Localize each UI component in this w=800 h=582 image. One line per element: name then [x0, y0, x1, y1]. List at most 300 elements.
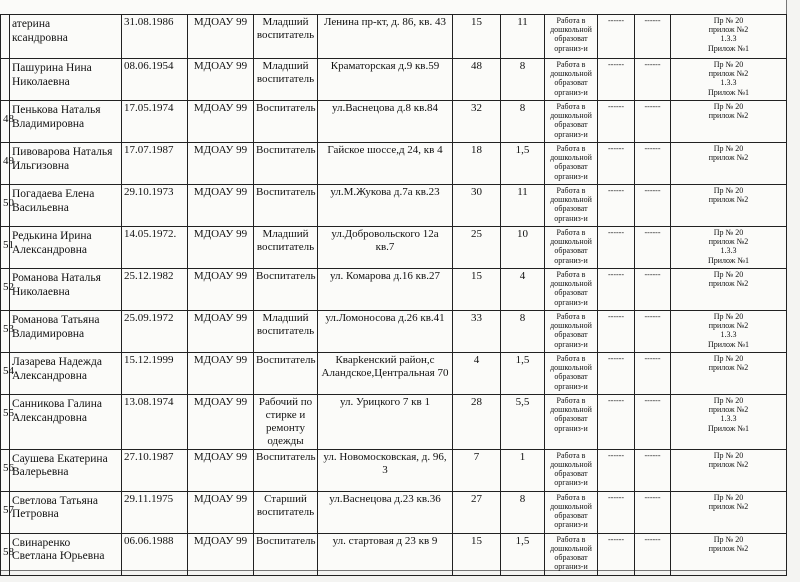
birth-date-cell: 08.06.1954	[122, 59, 188, 101]
birth-date-cell: 25.12.1982	[122, 269, 188, 311]
workplace-line: организ-и	[554, 478, 588, 488]
dash-cell-cell: ------	[635, 269, 671, 311]
order-reference-line: Пр № 20	[713, 312, 744, 321]
workplace-line: Работа в	[556, 186, 586, 195]
workplace-line: организ-и	[554, 171, 588, 181]
address-cell	[318, 353, 453, 395]
total-experience-cell: 15	[453, 533, 501, 575]
employee-name-cell	[10, 101, 122, 143]
order-reference-cell	[671, 59, 787, 101]
employee-name-line: Пивоварова Наталья	[12, 146, 113, 158]
row-number-cell: 51	[1, 227, 10, 269]
workplace-line: образоват	[554, 511, 588, 521]
order-reference-line: прилож №2	[708, 460, 749, 470]
birth-date-cell: 17.07.1987	[122, 143, 188, 185]
position-cell	[254, 353, 318, 395]
order-reference-line: прилож №2	[708, 279, 749, 289]
organization-cell: МДОАУ 99	[188, 395, 254, 450]
dash-cell-cell: ------	[635, 311, 671, 353]
table-row	[1, 143, 787, 185]
order-reference-line: Пр № 20	[713, 186, 744, 195]
employee-name-line: Погадаева Елена	[12, 188, 95, 200]
order-reference-line: 1.3.3	[720, 34, 737, 44]
total-experience-cell: 27	[453, 491, 501, 533]
workplace-line: дошкольной	[550, 25, 592, 35]
order-reference-line: Пр № 20	[713, 354, 744, 363]
workplace-line: Работа в	[556, 228, 586, 237]
position-line: Воспитатель	[256, 102, 316, 114]
workplace-line: Работа в	[556, 492, 586, 502]
workplace-line: образоват	[554, 414, 588, 424]
table-row	[1, 449, 787, 491]
row-number-cell: 49	[1, 143, 10, 185]
work-experience-cell: 1,5	[501, 353, 545, 395]
dash-cell-cell: ------	[598, 59, 635, 101]
dash-cell-cell: ------	[598, 227, 635, 269]
dash-cell-cell: ------	[598, 15, 635, 59]
birth-date-cell: 14.05.1972.	[122, 227, 188, 269]
order-reference-cell	[671, 449, 787, 491]
order-reference-line: Пр № 20	[713, 60, 744, 69]
table-row	[1, 395, 787, 450]
position-cell	[254, 269, 318, 311]
workplace-cell	[545, 395, 598, 450]
address-cell	[318, 491, 453, 533]
work-experience-cell: 11	[501, 185, 545, 227]
address-line: 3	[382, 463, 388, 476]
dash-cell-cell: ------	[635, 101, 671, 143]
work-experience-cell: 5,5	[501, 395, 545, 450]
address-cell	[318, 15, 453, 59]
workplace-line: организ-и	[554, 339, 588, 349]
organization-cell: МДОАУ 99	[188, 15, 254, 59]
organization-cell: МДОАУ 99	[188, 59, 254, 101]
dash-cell-cell: ------	[598, 491, 635, 533]
address-cell	[318, 311, 453, 353]
birth-date-cell: 06.06.1988	[122, 533, 188, 575]
workplace-cell	[545, 311, 598, 353]
work-experience-cell: 8	[501, 311, 545, 353]
workplace-line: дошкольной	[550, 405, 592, 415]
workplace-line: организ-и	[554, 255, 588, 265]
total-experience-cell: 30	[453, 185, 501, 227]
order-reference-cell	[671, 185, 787, 227]
order-reference-line: Прилож №1	[707, 43, 749, 53]
workplace-cell	[545, 143, 598, 185]
position-line: стирке и	[265, 408, 306, 421]
workplace-cell	[545, 533, 598, 575]
dash-cell-cell: ------	[598, 533, 635, 575]
birth-date-cell: 27.10.1987	[122, 449, 188, 491]
dash-cell-cell: ------	[635, 491, 671, 533]
workplace-line: организ-и	[554, 381, 588, 391]
employee-name-line: Петровна	[12, 508, 59, 521]
position-line: ремонту	[266, 421, 305, 434]
birth-date-cell: 31.08.1986	[122, 15, 188, 59]
order-reference-line: прилож №2	[708, 237, 749, 247]
work-experience-cell: 4	[501, 269, 545, 311]
order-reference-line: прилож №2	[708, 111, 749, 121]
row-number-cell: 57	[1, 491, 10, 533]
order-reference-line: Прилож №1	[707, 423, 749, 433]
workplace-line: организ-и	[554, 87, 588, 97]
address-line: ул.Ломоносова д.26 кв.41	[325, 312, 445, 324]
position-line: одежды	[267, 434, 304, 447]
birth-date-cell: 25.09.1972	[122, 311, 188, 353]
order-reference-line: прилож №2	[708, 69, 749, 79]
workplace-line: образоват	[554, 288, 588, 298]
work-experience-cell: 11	[501, 15, 545, 59]
workplace-line: Работа в	[556, 396, 586, 405]
table-row	[1, 269, 787, 311]
workplace-line: организ-и	[554, 423, 588, 433]
dash-cell-cell: ------	[635, 227, 671, 269]
position-cell	[254, 227, 318, 269]
table-row	[1, 311, 787, 353]
employee-name-cell	[10, 353, 122, 395]
workplace-cell	[545, 269, 598, 311]
order-reference-line: прилож №2	[708, 502, 749, 512]
employee-name-line: Светлова Татьяна	[12, 494, 98, 507]
workplace-cell	[545, 227, 598, 269]
birth-date-cell: 13.08.1974	[122, 395, 188, 450]
workplace-line: дошкольной	[550, 363, 592, 373]
position-line: Воспитатель	[256, 270, 316, 282]
address-line: ул.М.Жукова д.7а кв.23	[330, 186, 440, 198]
employee-name-cell	[10, 59, 122, 101]
total-experience-cell: 15	[453, 15, 501, 59]
address-cell	[318, 143, 453, 185]
workplace-line: образоват	[554, 78, 588, 88]
employee-name-line: Свинаренко	[12, 536, 71, 549]
employee-name-line: Николаевна	[12, 285, 70, 298]
organization-cell: МДОАУ 99	[188, 101, 254, 143]
position-line: Старший	[264, 492, 307, 505]
address-cell	[318, 395, 453, 450]
workplace-line: образоват	[554, 204, 588, 214]
address-cell	[318, 449, 453, 491]
position-cell	[254, 101, 318, 143]
workplace-line: Работа в	[556, 102, 586, 111]
workplace-line: дошкольной	[550, 279, 592, 289]
workplace-line: дошкольной	[550, 153, 592, 163]
total-experience-cell: 33	[453, 311, 501, 353]
order-reference-line: Пр № 20	[713, 270, 744, 279]
dash-cell-cell: ------	[598, 143, 635, 185]
table-row	[1, 491, 787, 533]
order-reference-cell	[671, 353, 787, 395]
workplace-line: организ-и	[554, 297, 588, 307]
address-line: Краматорская д.9 кв.59	[330, 60, 440, 72]
workplace-line: дошкольной	[550, 544, 592, 554]
employee-name-line: Владимировна	[12, 117, 85, 130]
order-reference-cell	[671, 269, 787, 311]
employee-name-line: Редькина Ирина	[12, 230, 92, 242]
workplace-line: образоват	[554, 553, 588, 563]
organization-cell: МДОАУ 99	[188, 533, 254, 575]
workplace-line: Работа в	[556, 60, 586, 69]
position-line: воспитатель	[256, 240, 315, 253]
workplace-line: образоват	[554, 34, 588, 44]
workplace-line: дошкольной	[550, 69, 592, 79]
order-reference-line: Прилож №1	[707, 339, 749, 349]
employee-name-cell	[10, 491, 122, 533]
row-number-cell: 56	[1, 449, 10, 491]
address-cell	[318, 269, 453, 311]
address-line: ул.Добровольского 12а	[331, 228, 439, 240]
order-reference-cell	[671, 101, 787, 143]
table-row	[1, 101, 787, 143]
dash-cell-cell: ------	[598, 449, 635, 491]
workplace-line: Работа в	[556, 450, 586, 460]
workplace-line: образоват	[554, 469, 588, 479]
order-reference-cell	[671, 15, 787, 59]
address-cell	[318, 533, 453, 575]
employee-name-line: Романова Наталья	[12, 272, 101, 284]
address-cell	[318, 101, 453, 143]
workplace-line: образоват	[554, 162, 588, 172]
order-reference-line: Прилож №1	[707, 87, 749, 97]
dash-cell-cell: ------	[598, 185, 635, 227]
address-cell	[318, 185, 453, 227]
order-reference-line: прилож №2	[708, 363, 749, 373]
table-body	[1, 15, 787, 576]
work-experience-cell: 8	[501, 101, 545, 143]
employee-name-line: Саушева Екатерина	[12, 452, 108, 465]
employee-name-cell	[10, 143, 122, 185]
order-reference-line: 1.3.3	[720, 330, 737, 340]
table-row	[1, 185, 787, 227]
employee-name-line: Николаевна	[12, 75, 70, 88]
employee-name-line: ксандровна	[12, 31, 68, 44]
workplace-line: Работа в	[556, 312, 586, 321]
workplace-line: Работа в	[556, 354, 586, 363]
birth-date-cell: 15.12.1999	[122, 353, 188, 395]
employee-name-line: атерина	[12, 18, 51, 30]
position-cell	[254, 395, 318, 450]
total-experience-cell: 4	[453, 353, 501, 395]
position-line: Рабочий по	[258, 396, 313, 408]
address-line: ул. Урицкого 7 кв 1	[340, 396, 430, 408]
employee-name-line: Пенькова Наталья	[12, 104, 101, 116]
position-line: Младший	[262, 228, 309, 240]
table-row	[1, 227, 787, 269]
order-reference-cell	[671, 533, 787, 575]
address-line: Аландское,Центральная 70	[321, 366, 449, 379]
workplace-line: организ-и	[554, 562, 588, 572]
workplace-cell	[545, 185, 598, 227]
row-number-cell: 50	[1, 185, 10, 227]
order-reference-line: Пр № 20	[713, 16, 744, 25]
order-reference-cell	[671, 143, 787, 185]
workplace-line: дошкольной	[550, 460, 592, 470]
order-reference-line: прилож №2	[708, 153, 749, 163]
employee-name-cell	[10, 185, 122, 227]
order-reference-cell	[671, 491, 787, 533]
order-reference-line: Пр № 20	[713, 396, 744, 405]
address-cell	[318, 59, 453, 101]
order-reference-line: прилож №2	[708, 195, 749, 205]
workplace-line: образоват	[554, 246, 588, 256]
workplace-line: дошкольной	[550, 321, 592, 331]
position-cell	[254, 533, 318, 575]
order-reference-cell	[671, 311, 787, 353]
table-row	[1, 533, 787, 575]
position-cell	[254, 15, 318, 59]
workplace-line: Работа в	[556, 144, 586, 153]
order-reference-line: Пр № 20	[713, 450, 744, 460]
position-line: Воспитатель	[256, 144, 316, 156]
workplace-line: организ-и	[554, 520, 588, 530]
table-row	[1, 353, 787, 395]
employee-name-cell	[10, 227, 122, 269]
dash-cell-cell: ------	[598, 269, 635, 311]
address-line: ул. стартовая д 23 кв 9	[332, 534, 438, 547]
order-reference-line: 1.3.3	[720, 414, 737, 424]
employee-name-cell	[10, 311, 122, 353]
address-line: Кварkенский район,с	[335, 354, 435, 366]
work-experience-cell: 1,5	[501, 143, 545, 185]
dash-cell-cell: ------	[635, 449, 671, 491]
employee-name-cell	[10, 395, 122, 450]
workplace-cell	[545, 101, 598, 143]
address-line: кв.7	[375, 240, 395, 253]
total-experience-cell: 18	[453, 143, 501, 185]
position-line: воспитатель	[256, 72, 315, 85]
order-reference-line: Пр № 20	[713, 492, 744, 502]
employee-name-cell	[10, 449, 122, 491]
workplace-line: Работа в	[556, 534, 586, 544]
order-reference-line: Пр № 20	[713, 102, 744, 111]
position-line: Младший	[262, 60, 309, 72]
position-line: воспитатель	[256, 28, 315, 41]
employee-name-line: Васильевна	[12, 201, 69, 214]
total-experience-cell: 32	[453, 101, 501, 143]
total-experience-cell: 48	[453, 59, 501, 101]
employee-name-line: Пашурина Нина	[12, 62, 92, 74]
staff-table	[0, 14, 787, 576]
position-line: Воспитатель	[256, 450, 316, 463]
birth-date-cell: 17.05.1974	[122, 101, 188, 143]
work-experience-cell: 8	[501, 59, 545, 101]
row-number-cell: 55	[1, 395, 10, 450]
address-line: ул.Васнецова д.8 кв.84	[331, 102, 439, 114]
dash-cell-cell: ------	[635, 59, 671, 101]
work-experience-cell: 1,5	[501, 533, 545, 575]
dash-cell-cell: ------	[635, 533, 671, 575]
dash-cell-cell: ------	[635, 143, 671, 185]
workplace-line: дошкольной	[550, 237, 592, 247]
position-line: воспитатель	[256, 505, 315, 518]
employee-name-line: Романова Татьяна	[12, 314, 100, 326]
dash-cell-cell: ------	[635, 185, 671, 227]
workplace-line: организ-и	[554, 43, 588, 53]
workplace-cell	[545, 491, 598, 533]
row-number-cell: 48	[1, 101, 10, 143]
employee-name-line: Валерьевна	[12, 466, 69, 479]
work-experience-cell: 8	[501, 491, 545, 533]
employee-name-line: Лазарева Надежда	[12, 356, 102, 368]
workplace-cell	[545, 353, 598, 395]
address-line: Ленина пр-кт, д. 86, кв. 43	[324, 16, 446, 28]
workplace-line: образоват	[554, 330, 588, 340]
row-number-cell: 58	[1, 533, 10, 575]
order-reference-line: 1.3.3	[720, 246, 737, 256]
position-line: Воспитатель	[256, 354, 316, 366]
order-reference-cell	[671, 227, 787, 269]
position-line: Воспитатель	[256, 534, 316, 547]
organization-cell: МДОАУ 99	[188, 491, 254, 533]
order-reference-line: прилож №2	[708, 25, 749, 35]
order-reference-line: 1.3.3	[720, 78, 737, 88]
organization-cell: МДОАУ 99	[188, 143, 254, 185]
table-row	[1, 59, 787, 101]
employee-name-line: Александровна	[12, 243, 87, 256]
workplace-line: дошкольной	[550, 111, 592, 121]
dash-cell-cell: ------	[598, 395, 635, 450]
employee-name-line: Александровна	[12, 411, 87, 424]
employee-name-line: Санникова Галина	[12, 398, 102, 410]
order-reference-line: Пр № 20	[713, 144, 744, 153]
table-row	[1, 15, 787, 59]
dash-cell-cell: ------	[598, 311, 635, 353]
workplace-line: Работа в	[556, 270, 586, 279]
organization-cell: МДОАУ 99	[188, 449, 254, 491]
birth-date-cell: 29.11.1975	[122, 491, 188, 533]
workplace-line: Работа в	[556, 16, 586, 25]
workplace-cell	[545, 15, 598, 59]
row-number-cell	[1, 59, 10, 101]
dash-cell-cell: ------	[635, 15, 671, 59]
order-reference-line: Прилож №1	[707, 255, 749, 265]
row-number-cell: 54	[1, 353, 10, 395]
workplace-line: организ-и	[554, 129, 588, 139]
employee-name-line: Светлана Юрьевна	[12, 550, 105, 563]
organization-cell: МДОАУ 99	[188, 311, 254, 353]
work-experience-cell: 10	[501, 227, 545, 269]
employee-name-line: Ильгизовна	[12, 159, 70, 172]
order-reference-line: Пр № 20	[713, 228, 744, 237]
total-experience-cell: 28	[453, 395, 501, 450]
dash-cell-cell: ------	[635, 395, 671, 450]
address-line: ул.Васнецова д.23 кв.36	[329, 492, 441, 505]
position-cell	[254, 143, 318, 185]
dash-cell-cell: ------	[635, 353, 671, 395]
organization-cell: МДОАУ 99	[188, 353, 254, 395]
workplace-line: образоват	[554, 372, 588, 382]
row-number-cell	[1, 15, 10, 59]
position-cell	[254, 59, 318, 101]
employee-name-line: Александровна	[12, 369, 87, 382]
total-experience-cell: 15	[453, 269, 501, 311]
order-reference-line: Пр № 20	[713, 534, 744, 544]
employee-name-cell	[10, 15, 122, 59]
order-reference-line: прилож №2	[708, 321, 749, 331]
order-reference-line: прилож №2	[708, 544, 749, 554]
dash-cell-cell: ------	[598, 353, 635, 395]
position-line: Воспитатель	[256, 186, 316, 198]
order-reference-cell	[671, 395, 787, 450]
workplace-cell	[545, 59, 598, 101]
organization-cell: МДОАУ 99	[188, 269, 254, 311]
total-experience-cell: 25	[453, 227, 501, 269]
order-reference-line: прилож №2	[708, 405, 749, 415]
dash-cell-cell: ------	[598, 101, 635, 143]
birth-date-cell: 29.10.1973	[122, 185, 188, 227]
workplace-line: дошкольной	[550, 502, 592, 512]
position-line: воспитатель	[256, 324, 315, 337]
workplace-line: дошкольной	[550, 195, 592, 205]
